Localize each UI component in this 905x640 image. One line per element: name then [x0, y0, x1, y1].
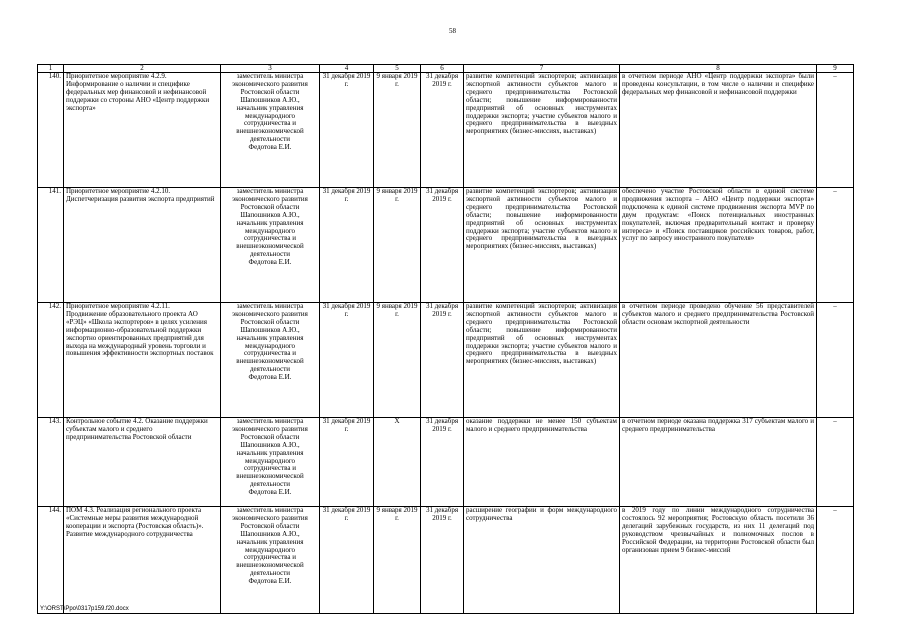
- expected-result-cell: развитие компетенций экспортеров; активизация экспортной активности субъектов малого и среднего предпринимательства Ростовской области; повышение информированности предприятий об основных инструментах поддержки экспорта; участие субъектов малого и среднего предпринимательства в выездных мероприятиях (бизнес-миссиях, выставках): [464, 73, 620, 188]
- actual-result-cell: обеспечено участие Ростовской области в единой системе продвижения экспорта – АНО «Центр поддержки экспорта» подключена к единой системе продвижения экспорта MVP по двум продуктам: «Поиск потенциальных иностранных покупателей, включая предварительный контакт и проверку интереса» и «Поиск поставщиков российских товаров, работ, услуг по запросу иностранного покупателя»: [620, 188, 817, 303]
- plan-date-cell: 31 декабря 2019 г.: [320, 507, 374, 614]
- plan-date-cell: 31 декабря 2019 г.: [320, 303, 374, 418]
- column-number-row: [38, 65, 854, 73]
- row-number: 141.: [38, 188, 64, 303]
- event-cell: Приоритетное мероприятие 4.2.10. Диспетчеризация развития экспорта предприятий: [64, 188, 221, 303]
- event-cell: Приоритетное мероприятие 4.2.9. Информирование о наличии и специфике федеральных мер финансовой и нефинансовой поддержки со стороны АНО «Центр поддержки экспорта»: [64, 73, 221, 188]
- actual-result-cell: в отчетном периоде оказана поддержка 317 субъектам малого и среднего предпринимательства: [620, 418, 817, 507]
- start-date-cell: 9 января 2019 г.: [374, 188, 421, 303]
- column-header: 3: [221, 65, 320, 73]
- row-number: 142.: [38, 303, 64, 418]
- end-date-cell: 31 декабря 2019 г.: [421, 188, 464, 303]
- start-date-cell: Х: [374, 418, 421, 507]
- expected-result-cell: развитие компетенций экспортеров; активизация экспортной активности субъектов малого и среднего предпринимательства Ростовской области; повышение информированности предприятий об основных инструментах поддержки экспорта; участие субъектов малого и среднего предпринимательства в выездных мероприятиях (бизнес-миссиях, выставках): [464, 303, 620, 418]
- table-row: [38, 188, 854, 303]
- table-row: [38, 507, 854, 614]
- table-row: [38, 303, 854, 418]
- actual-result-cell: в отчетном периоде проведено обучение 56 представителей субъектов малого и среднего предпринимательства Ростовской области основам экспортной деятельности: [620, 303, 817, 418]
- file-path-footer: Y:\ORST\Ppo\0317p159.f20.docx: [40, 606, 129, 612]
- table-row: [38, 418, 854, 507]
- note-cell: –: [817, 507, 854, 614]
- report-table: [37, 64, 854, 614]
- responsible-cell: заместитель министра экономического развития Ростовской области Шапошников А.Ю., начальник управления международного сотрудничества и внешнеэкономической деятельности Федотова Е.И.: [221, 73, 320, 188]
- event-cell: Приоритетное мероприятие 4.2.11. Продвижение образовательного проекта АО «РЭЦ» «Школа экспортеров» в целях усиления информационно-образовательной поддержки экспортно ориентированных предприятий для выхода на международный уровень торговли и повышения эффективности экспортных поставок: [64, 303, 221, 418]
- end-date-cell: 31 декабря 2019 г.: [421, 303, 464, 418]
- end-date-cell: 31 декабря 2019 г.: [421, 507, 464, 614]
- event-cell: Контрольное событие 4.2. Оказание поддержки субъектам малого и среднего предпринимательства Ростовской области: [64, 418, 221, 507]
- note-cell: –: [817, 188, 854, 303]
- row-number: 140.: [38, 73, 64, 188]
- page-number: 58: [449, 27, 456, 35]
- expected-result-cell: расширение географии и форм международного сотрудничества: [464, 507, 620, 614]
- column-header: 7: [464, 65, 620, 73]
- start-date-cell: 9 января 2019 г.: [374, 507, 421, 614]
- expected-result-cell: развитие компетенций экспортеров; активизация экспортной активности субъектов малого и среднего предпринимательства Ростовской области; повышение информированности предприятий об основных инструментах поддержки экспорта; участие субъектов малого и среднего предпринимательства в выездных мероприятиях (бизнес-миссиях, выставках): [464, 188, 620, 303]
- column-header: 2: [64, 65, 221, 73]
- expected-result-cell: оказание поддержки не менее 150 субъектам малого и среднего предпринимательства: [464, 418, 620, 507]
- plan-date-cell: 31 декабря 2019 г.: [320, 418, 374, 507]
- plan-date-cell: 31 декабря 2019 г.: [320, 188, 374, 303]
- responsible-cell: заместитель министра экономического развития Ростовской области Шапошников А.Ю., начальник управления международного сотрудничества и внешнеэкономической деятельности Федотова Е.И.: [221, 188, 320, 303]
- actual-result-cell: в отчетном периоде АНО «Центр поддержки экспорта» были проведены консультации, в том числе о наличии и специфике федеральных мер финансовой и нефинансовой поддержки: [620, 73, 817, 188]
- actual-result-cell: в 2019 году по линии международного сотрудничества состоялось 92 мероприятия; Ростовскую область посетили 36 делегаций зарубежных государств, из них 11 делегаций под руководством чрезвычайных и полномочных послов в Российской Федерации, на территории Ростовской области был организован прием 9 бизнес-миссий: [620, 507, 817, 614]
- note-cell: –: [817, 303, 854, 418]
- note-cell: –: [817, 73, 854, 188]
- event-cell: ПОМ 4.3. Реализация регионального проекта «Системные меры развития международной кооперации и экспорта (Ростовская область)». Развитие международного сотрудничества: [64, 507, 221, 614]
- end-date-cell: 31 декабря 2019 г.: [421, 418, 464, 507]
- responsible-cell: заместитель министра экономического развития Ростовской области Шапошников А.Ю., начальник управления международного сотрудничества и внешнеэкономической деятельности Федотова Е.И.: [221, 418, 320, 507]
- row-number: 143.: [38, 418, 64, 507]
- start-date-cell: 9 января 2019 г.: [374, 73, 421, 188]
- start-date-cell: 9 января 2019 г.: [374, 303, 421, 418]
- responsible-cell: заместитель министра экономического развития Ростовской области Шапошников А.Ю., начальник управления международного сотрудничества и внешнеэкономической деятельности Федотова Е.И.: [221, 303, 320, 418]
- column-header: 9: [817, 65, 854, 73]
- column-header: 6: [421, 65, 464, 73]
- end-date-cell: 31 декабря 2019 г.: [421, 73, 464, 188]
- plan-date-cell: 31 декабря 2019 г.: [320, 73, 374, 188]
- row-number: 144.: [38, 507, 64, 614]
- column-header: 8: [620, 65, 817, 73]
- table-row: [38, 73, 854, 188]
- note-cell: –: [817, 418, 854, 507]
- responsible-cell: заместитель министра экономического развития Ростовской области Шапошников А.Ю., начальник управления международного сотрудничества и внешнеэкономической деятельности Федотова Е.И.: [221, 507, 320, 614]
- column-header: 1: [38, 65, 64, 73]
- column-header: 4: [320, 65, 374, 73]
- column-header: 5: [374, 65, 421, 73]
